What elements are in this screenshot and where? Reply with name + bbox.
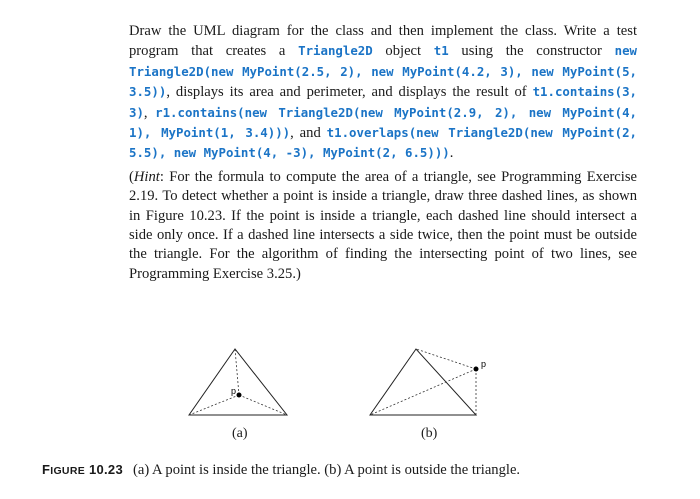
figure-b-point-outside (366, 345, 506, 425)
code-variable: t1 (433, 43, 449, 59)
figure-a-point-inside (187, 345, 289, 425)
hint-text: : For the formula to compute the area of a triangle, see Programming Exercise 2.19. To detect whether a point is inside a triangle, draw three dashed lines, as shown in Figure 10.23. If the point is inside a triangle, each dashed line should intersect a side only once. If a dashed line intersects a side twice, then the point must be outside the triangle. For the algorithm of finding the intersecting point of two lines, see Programming Exercise 3.25.) (129, 168, 637, 282)
caption-text: (a) A point is inside the triangle. (b) A point is outside the triangle. (132, 462, 521, 478)
text-run: . (449, 145, 454, 162)
text-run: , (143, 104, 156, 121)
text-run: using the constructor (448, 43, 615, 60)
figure-b-label: (b) (421, 426, 438, 441)
text-run: object (372, 43, 434, 60)
text-run: Draw the UML diagram for the class and then implement the class. Write a test program that creates a (129, 23, 637, 60)
figure-a-label: (a) (232, 426, 248, 441)
text-run: , displays its area and perimeter, and displays the result of (166, 84, 533, 101)
figure-number: FIGURE 10.23 (42, 462, 123, 477)
point-p-b (474, 367, 479, 372)
dashed-line-a3 (239, 395, 287, 415)
point-p-a (237, 393, 242, 398)
exercise-paragraph (129, 22, 637, 164)
text-run: , and (290, 125, 327, 142)
code-overlaps-call: t1.overlaps(new Triangle2D(new MyPoint(2, 5.5), new MyPoint(4, -3), MyPoint(2, 6.5))) (129, 125, 637, 161)
point-label-b: p (481, 359, 487, 369)
code-contains-call: t1.contains(3, 3) (129, 84, 637, 120)
hint-label: Hint (133, 168, 160, 185)
code-constructor: new Triangle2D(new MyPoint(2.5, 2), new MyPoint(4.2, 3), new MyPoint(5, 3.5)) (129, 43, 637, 100)
triangle-b (370, 349, 476, 415)
code-class-name: Triangle2D (298, 43, 373, 59)
hint-paragraph (129, 168, 637, 284)
point-label-a: p (231, 386, 237, 396)
figure-caption (42, 462, 520, 479)
text-run: ( (129, 168, 134, 185)
code-contains-triangle-call: r1.contains(new Triangle2D(new MyPoint(2.9, 2), new MyPoint(4, 1), MyPoint(1, 3.4))) (129, 104, 638, 141)
exercise-text (129, 22, 637, 284)
